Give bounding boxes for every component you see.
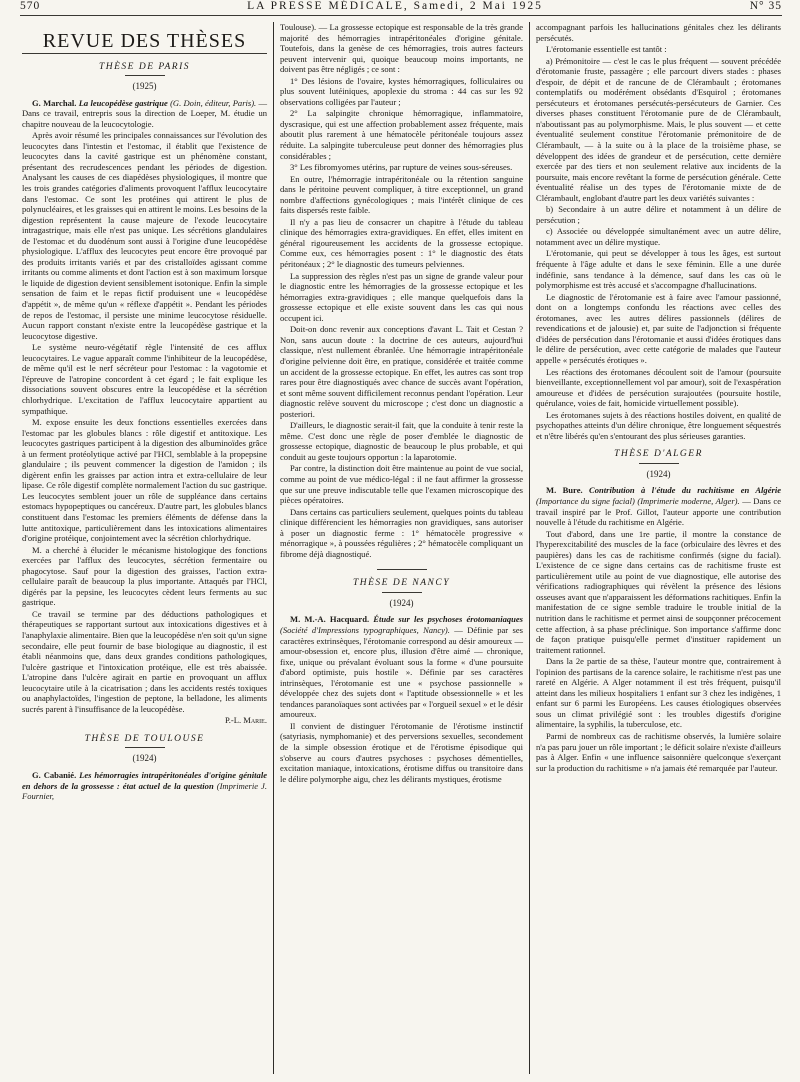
section-title-paris: THÈSE DE PARIS <box>98 61 190 72</box>
paragraph: accompagnant parfois les hallucinations génitales chez les délirants persécutés. <box>536 22 781 43</box>
section-year-paris: (1925) <box>132 81 157 92</box>
title-rule <box>125 747 165 748</box>
work-title: Les hémorragies intrapéritonéales d'origine génitale en dehors de la grossesse : état actuel de la question <box>22 770 267 791</box>
paragraph: Il convient de distinguer l'érotomanie de l'érotisme instinctif (satyriasis, nymphomanie) et des perversions sexuelles, secondement de la simple obsession érotique et de l'érotisme épisodique qui s'observe au cours d'autres psychoses : psychoses démentielles, excitation maniaque, intoxications, érotisme diffus ou transitoire dans le délire polymorphe aigu, chez les délirants mystiques, érotisme <box>280 720 523 784</box>
paragraph: Dans la 2e partie de sa thèse, l'auteur montre que, contrairement à l'opinion des partisans de la carence solaire, le rachitisme n'est pas une rareté en Algérie. A Alger notamment il est très fréquent, puisqu'il atteint dans les milieux hospitaliers 1 enfant sur 3 chez les indigènes, 1 enfant sur 6 parmi les Européens. Les causes étiologiques observées sous un climat privilégié sont : les troubles digestifs d'origine alimentaire, la syphilis, la tuberculose, etc. <box>536 656 781 730</box>
section-year-toulouse: (1924) <box>132 753 157 764</box>
paragraph: Dans certains cas particuliers seulement, quelques points du tableau clinique différencient les hémorragies non gravidiques, sans autoriser à poser un diagnostic ferme : 1° hématocèle progressive « ménorragique », à poussées régulières ; 2° hématocèle compliquant un fibrome déjà diagnostiqué. <box>280 506 523 559</box>
journal-title: LA PRESSE MÉDICALE, Samedi, 2 Mai 1925 <box>247 0 543 12</box>
review-entry-marchal <box>22 98 267 130</box>
paragraph: c) Associée ou développée simultanément avec un autre délire, notamment avec un délire mystique. <box>536 226 781 247</box>
work-title: Étude sur les psychoses érotomaniaques <box>373 614 523 625</box>
columns <box>16 22 788 1074</box>
page-number: 570 <box>20 0 41 12</box>
paragraph: b) Secondaire à un autre délire et notamment à un délire de persécution ; <box>536 204 781 225</box>
author-name: M. M.-A. Hacquard. <box>290 614 370 625</box>
paragraph: — Dans ce travail, entrepris sous la direction de Loeper, M. étudie un chapitre nouveau de la leucocytologie. <box>22 97 268 129</box>
column-middle <box>273 22 530 1074</box>
paragraph: Ce travail se termine par des déductions pathologiques et thérapeutiques se rapportant surtout aux intoxications digestives et à l'anaphylaxie alimentaire. Bien que la leucopédèse n'en soit qu'un signe secondaire, elle peut fournir de base biologique au diagnostic, il est établi néanmoins que, dans deux grandes conditions pathologiques, l'ulcère gastrique et l'intoxication protéique, elle est très abaissée. L'atropine dans l'ulcère agirait en partie en provoquant un afflux leucocytaire utile à la cicatrisation ; dans les accidents restés toxiques ou anaphylactoïdes, l'ingestion de peptone, la belladone, les aliments sucrés parent à l'insuffisance de la leucopédèse. <box>22 608 267 714</box>
title-rule <box>125 75 165 76</box>
paragraph: M. a cherché à élucider le mécanisme histologique des fonctions exercées par l'afflux des leucocytes, sécrétion fermentaire ou phagocytose. Sauf pour la digestion des graisses, l'action extra-cellulaire paraît de beaucoup la plus importante. Attaqués par l'HCl, digérés par la pepsine, les leucocytes cèdent leurs ferments au suc gastrique. <box>22 544 267 608</box>
running-header <box>20 0 782 16</box>
publisher: (G. Doin, éditeur, Paris). <box>170 97 257 108</box>
column-right <box>530 22 787 1074</box>
paragraph: L'érotomanie essentielle est tantôt : <box>546 44 667 55</box>
paragraph: Toulouse). — La grossesse ectopique est responsable de la très grande majorité des hémorragies intrapéritonéales d'origine génitale. Toutefois, dans la genèse de ces hémorragies, trois autres facteurs peuvent intervenir qui, quoique beaucoup moins importants, ne doivent pas être négligés ; ce sont : <box>280 22 523 75</box>
rubric-title: REVUE DES THÈSES <box>22 36 267 54</box>
paragraph: Parmi de nombreux cas de rachitisme observés, la lumière solaire n'a pas paru jouer un rôle important ; le déficit solaire n'existe d'ailleurs pas à Alger. Enfin « une influence saisonnière quelconque s'exerçant sur la production du rachitisme » n'a jamais été remarquée par l'auteur. <box>536 731 781 773</box>
paragraph: Doit-on donc revenir aux conceptions d'avant L. Tait et Cestan ? Non, sans aucun doute : la doctrine de ces auteurs, aujourd'hui classique, n'est nullement ébranlée. Une hémorragie intrapéritonéale d'origine pelvienne doit être, en pratique, considérée et traitée comme un accident de la grossesse ectopique. En effet, les autres cas sont trop rares pour être diagnostiqués avec chance de succès avant l'opération, et sont même souvent difficilement reconnus pendant l'opération. Leur diagnostic relève souvent du microscope ; c'est donc un diagnostic a posteriori. <box>280 324 523 419</box>
paragraph: 2° La salpingite chronique hémorragique, inflammatoire, dyscrasique, qui est une affection probablement assez fréquente, mais aboutit plus rarement à une hématocèle péritonéale toujours assez réduite. La salpingite tuberculeuse peut donner des hémorragies plus considérables ; <box>280 108 523 161</box>
paragraph: a) Prémonitoire — c'est le cas le plus fréquent — souvent précédée d'érotomanie fruste, passagère ; elle parcourt divers stades : phases d'espoir, de dépit et de rancune de de Clérambault ; érotomanes contemplatifs ou modérément obsédants d'Esquirol ; érotomanes persécuteurs et érotomanes persécutés-persécuteurs de Garnier. Ces diverses phases constituent l'érotomanie pure de de Clérambault, n'aboutissant pas au polymorphisme. Mais, le plus souvent — et cette éventualité seulement constitue l'érotomanie prémonitoire de de Clérambault, — à la suite ou à la place de la troisième phase, se développent des idées de grandeur et de persécution, cette dernière exercée par des tiers et non seulement relative aux incidents de la poursuite, mais encore revêtant la forme de persécution générale. Cette éventualité réalise un des types de l'érotomanie mixte de de Clérambault, englobant d'autre part les deux variétés suivantes : <box>536 55 781 203</box>
paragraph: Le diagnostic de l'érotomanie est à faire avec l'amour passionné, dont on a longtemps confondu les réactions avec celles des érotomanes, avec les autres délires passionnels (délires de revendications et de jalousie) et, par suite de l'adjonction si fréquente d'idées de persécution dans l'érotomanie et aussi d'idées érotiques dans le délire de persécution, avec cette catégorie de malades que l'auteur appelle « persécutés érotiques ». <box>536 291 781 365</box>
paragraph: En outre, l'hémorragie intrapéritonéale ou la rétention sanguine dans le péritoine peuvent compliquer, à titre exceptionnel, un grand nombre d'affections gynécologiques ; mais l'intérêt clinique de ces faits dispersés reste faible. <box>280 173 523 216</box>
publisher: (Imprimerie J. Fournier, <box>22 780 267 802</box>
section-title-toulouse: THÈSE DE TOULOUSE <box>84 733 205 744</box>
paragraph: Le système neuro-végétatif règle l'intensité de ces afflux leucocytaires. Le vague apparaît comme l'inhibiteur de la leucopédèse, de même qu'il est le nerf sécréteur pour l'estomac : la vagotomie et l'épreuve de l'atropine concordent à cet égard ; le fait explique les dissociations souvent obscures entre la leucopédèse et la sécrétion chlorhydrique. L'excitation de l'afflux leucocytaire appartient au sympathique. <box>22 342 267 416</box>
paragraph: D'ailleurs, le diagnostic serait-il fait, que la conduite à tenir reste la même. C'est donc une règle de poser d'emblée le diagnostic de grossesse ectopique, diagnostic de beaucoup le plus probable, et qui conduit au geste toujours opportun : la laparotomie. <box>280 420 523 462</box>
paragraph: L'érotomanie, qui peut se développer à tous les âges, est surtout fréquente à l'âge adulte et dans le sexe féminin. Elle a une durée indéfinie, sans tendance à la démence, sauf dans les cas où le polymorphisme est très accusé et s'accompagne d'hallucinations. <box>536 248 781 291</box>
section-year-nancy: (1924) <box>389 597 414 608</box>
paragraph: Les érotomanes sujets à des réactions hostiles doivent, en qualité de psychopathes atteints d'un délire chronique, être longuement séquestrés et n'être libérés qu'en s'entourant des plus sérieuses garanties. <box>536 409 781 441</box>
column-left <box>16 22 273 1074</box>
publisher: (Importance du signe facial) (Imprimerie moderne, Alger). <box>536 495 740 506</box>
review-entry-cabanie <box>22 770 267 802</box>
paragraph: Par contre, la distinction doit être maintenue au point de vue social, comme au point de vue médico-légal : il ne faut affirmer la grossesse que sur une preuve indiscutable telle que l'examen microscopique des pièces opératoires. <box>280 463 523 506</box>
section-title-nancy: THÈSE DE NANCY <box>352 578 450 589</box>
paragraph: Les réactions des érotomanes découlent soit de l'amour (poursuite bienveillante, exceptionnellement vol par amour), soit de l'exaspération amoureuse et d'idées de persécution surajoutées (poursuite hostile, quérulance, voies de fait, homicide virtuellement possible). <box>536 366 781 409</box>
author-name: G. Cabanié. <box>32 770 77 780</box>
work-title: Contribution à l'étude du rachitisme en Algérie <box>589 485 781 496</box>
paragraph: Il n'y a pas lieu de consacrer un chapitre à l'étude du tableau clinique des hémorragies extra-gravidiques. En effet, elles imitent en général rigoureusement les accidents de la grossesse ectopique. Comme eux, ces hémorragies posent : 1° le diagnostic des états péritonéaux ; 2° le diagnostic des tumeurs pelviennes. <box>280 216 523 270</box>
work-title: La leucopédèse gastrique <box>78 97 168 108</box>
paragraph: — Dans ce travail inspiré par le Prof. Gillot, l'auteur apporte une contribution nouvelle à l'étude du rachitisme en Algérie. <box>536 495 781 528</box>
issue-number: N° 35 <box>749 0 782 12</box>
section-divider <box>377 569 427 570</box>
title-rule <box>382 592 422 593</box>
paragraph: — Définie par ses caractères extrinsèques, l'érotomanie correspond au désir amoureux — amour-obsession et, encore plus, illusion d'être aimé — chronique, fixe, unique ou prévalant évoluant sous la forme « d'une poursuite d'abord optimiste, puis hostile ». Définie par ses caractères intrinsèques, l'érotomanie est une « psychose passionnelle » développée chez des sujets dont « l'aptitude obsessionnelle » et les tendances paranoïaques sont activées par « l'orgueil sexuel » et le désir amoureux. <box>280 624 523 720</box>
author-name: M. Bure. <box>546 485 583 496</box>
review-entry-bure <box>536 485 781 527</box>
author-name: G. Marchal. <box>32 97 77 108</box>
paragraph: Après avoir résumé les principales connaissances sur l'évolution des leucocytes dans l'intestin et l'estomac, il établit que l'existence de leucocytes dans la cavité gastrique est un phénomène constant, présentant des recrudescences pendant les périodes de digestion. Analysant les causes de ces diapédèses physiologiques, il montre que les trois grandes catégories d'aliments provoquent l'afflux leucocytaire dans l'estomac. Ce sont les protéines qui attirent le plus de polynucléaires, et les graisses qui en attirent le moins. Les besoins de la digestion représentent la cause majeure de l'exode leucocytaire intragastrique, mais elle n'est pas unique. Les sécrétions glandulaires de l'estomac et du duodénum sont aussi à l'origine d'une leucopédèse physiologique. L'afflux des leucocytes peut encore être provoqué par des produits irritants variés et par des cristalloïdes agissant comme irritants ou comme aliments et dont l'action est à son maximum lorsque le liquide de digestion devient sensiblement isotonique. Enfin la simple sensation de faim et le repas fictif produisent une « leucopédèse d'appétit », de même qu'un « réflexe d'appétit ». Pendant les périodes de repos de l'estomac, il persiste une minime leucocytose résiduelle. Aucun rapport constant n'existe entre la leucopédèse gastrique et la leucocytose digestive. <box>22 130 267 341</box>
section-title-alger: THÈSE D'ALGER <box>614 449 703 460</box>
paragraph: M. expose ensuite les deux fonctions essentielles exercées dans l'estomac par les globules blancs : rôle digestif et antitoxique. Les leucocytes gastriques participent à la digestion des albuminoïdes grâce à un ferment protéolytique activé par l'HCl, semblable à la propepsine glandulaire ; ils peuvent commencer la digestion de l'amidon ; ils digèrent enfin les graisses par action intra et extra-cellulaire de leur lipase. Ce rôle digestif complète normalement l'action du suc gastrique. Les leucocytes semblent jouer un rôle de suppléance dans certains estomacs hypopeptiques ou cancéreux. D'autre part, les globules blancs constituent dans l'estomac les premiers éléments de défense dans la lutte antitoxique, particulièrement dans les intoxications alimentaires d'origine protéique, conjointement avec la sécrétion chlorhydrique. <box>22 417 267 544</box>
paragraph: 1° Des lésions de l'ovaire, kystes hémorragiques, folliculaires ou plus souvent lutéiniques, apoplexie du stroma : 44 cas sur les 92 observations colligées par l'auteur ; <box>280 75 523 107</box>
section-year-alger: (1924) <box>646 468 671 479</box>
publisher: (Société d'Impressions typographiques, Nancy). <box>280 624 450 635</box>
paragraph: Tout d'abord, dans une 1re partie, il montre la constance de l'hyperexcitabilité des muscles de la face (orbiculaire des lèvres et des paupières) dans les cas de rachitisme confirmés (signe du facial). L'existence de ce signe dans certains cas de rachitisme fruste est particulièrement utile au point de vue diagnostique, elle autorise des vérifications radiographiques qui révèlent la présence des lésions osseuses avant que n'apparaissent les déformations rachitiques. Enfin la manifestation de ce signe semble traduire le trouble initial de la nutrition dans le rachitisme et permet ainsi de soupçonner précocement cette affection, à sa phase préclinique. Son importance s'affirme donc de façon pratique puisqu'elle permet d'instituer rapidement un traitement rationnel. <box>536 528 781 655</box>
title-rule <box>639 463 679 464</box>
paragraph: La suppression des règles n'est pas un signe de grande valeur pour le diagnostic entre les hémorragies de la grossesse ectopique et les hémorragies extra-gravidiques ; elle manque quelquefois dans la grossesse ectopique et elle existe souvent dans les cas qui nous occupent ici. <box>280 270 523 323</box>
signature: P.-L. Marie. <box>224 715 267 726</box>
review-entry-hacquard <box>280 614 523 719</box>
paragraph: 3° Les fibromyomes utérins, par rupture de veines sous-séreuses. <box>290 162 513 173</box>
